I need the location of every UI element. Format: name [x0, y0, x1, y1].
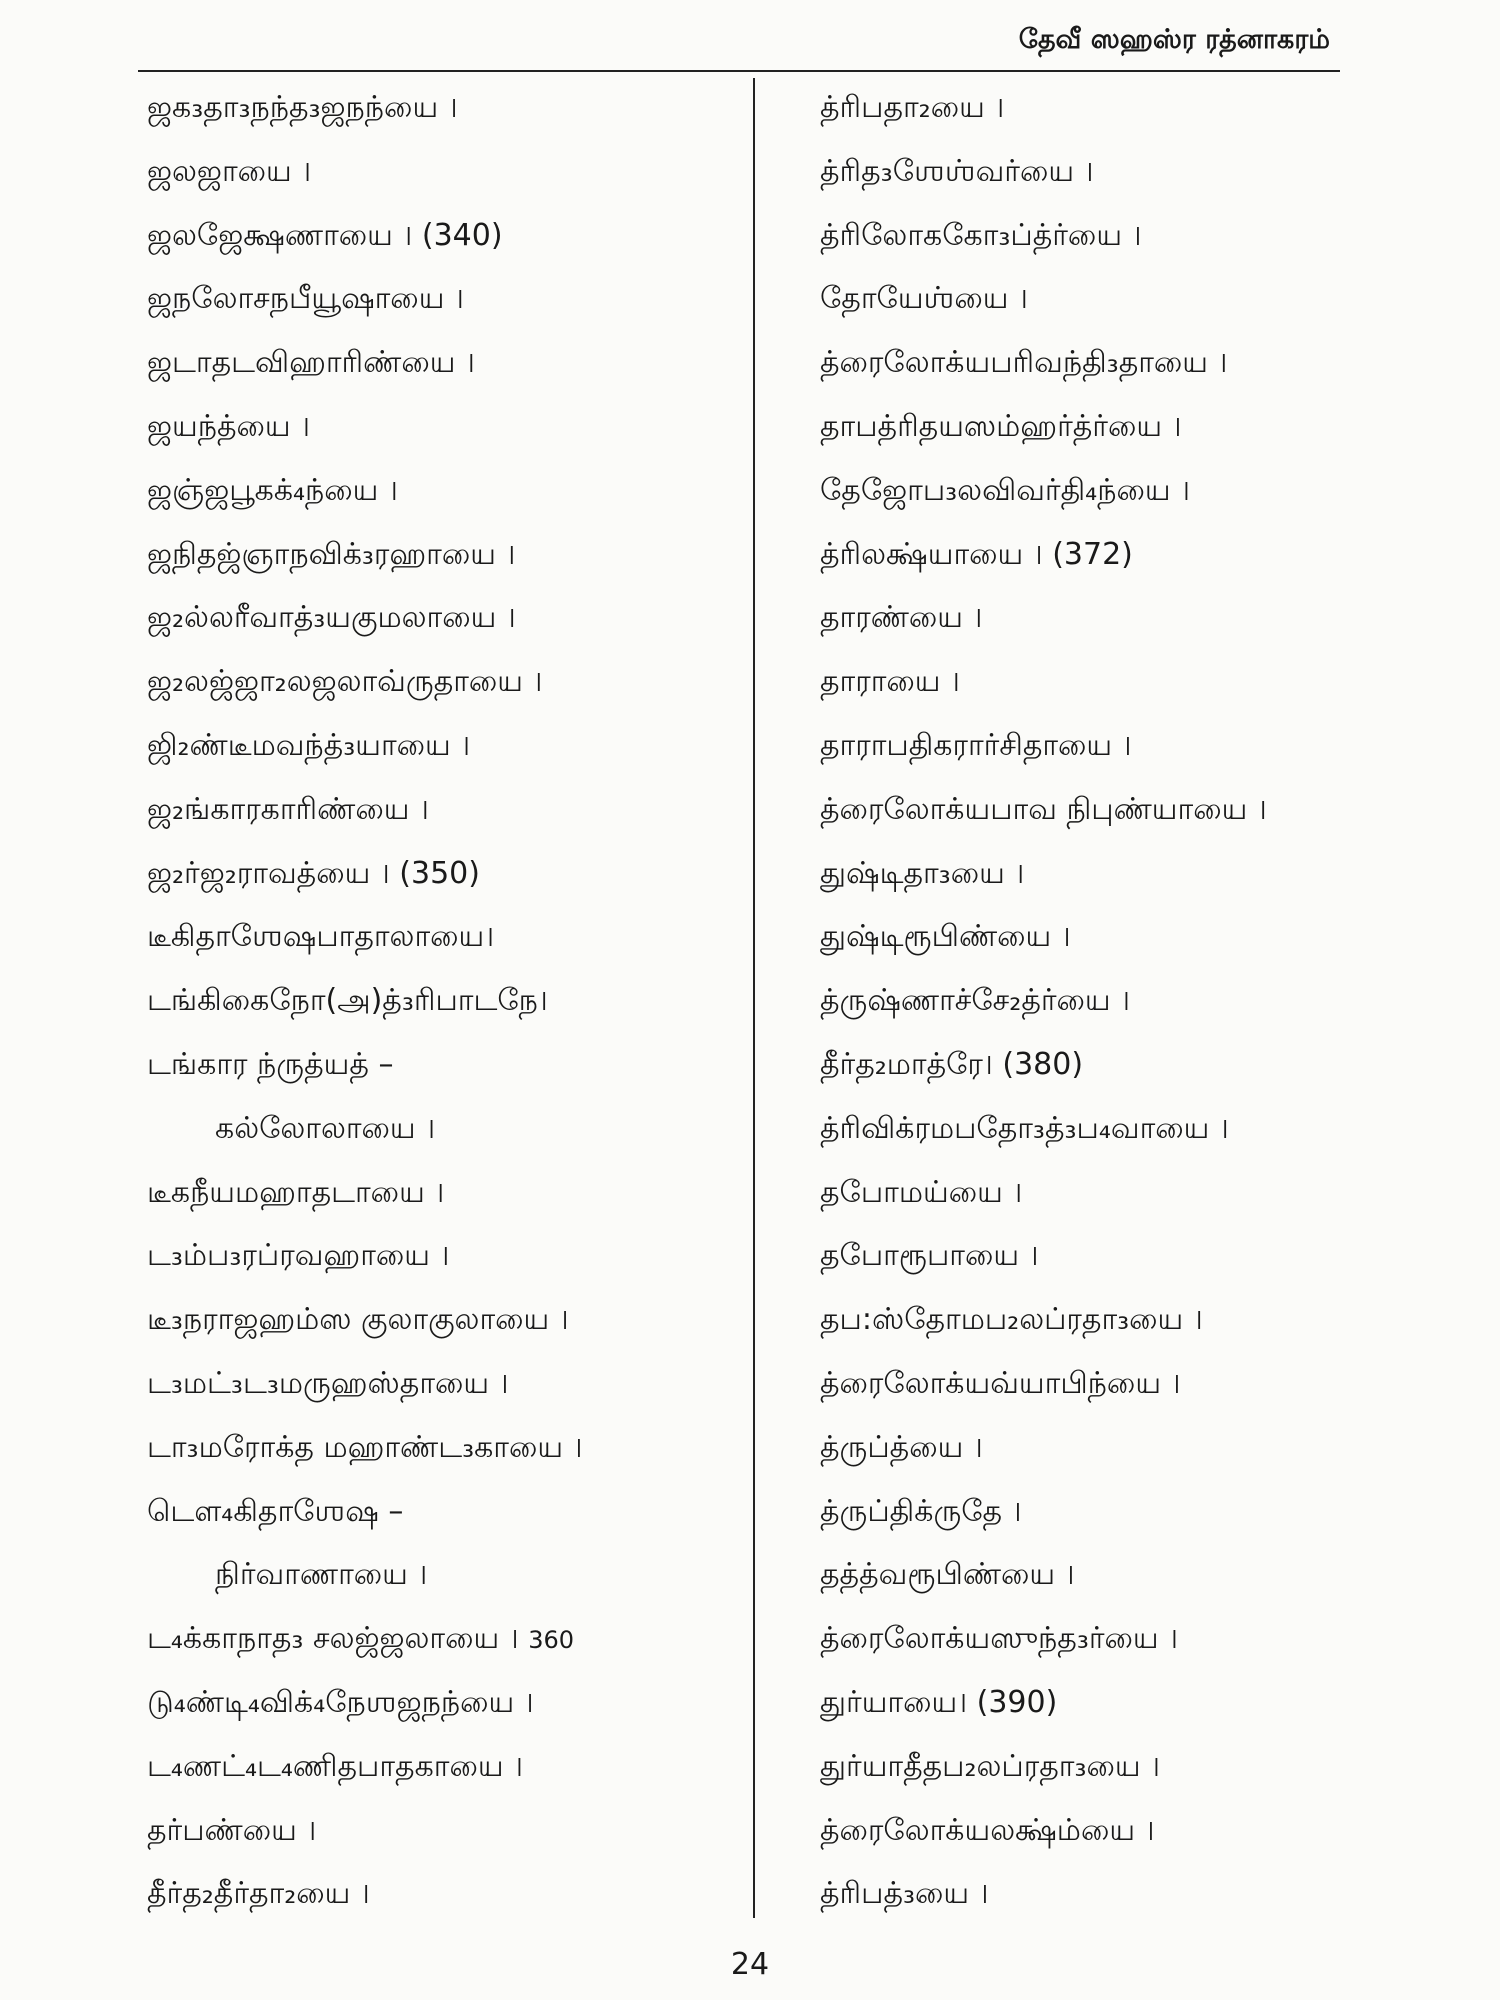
name-text: டீகிதாஶேஷபாதாலாயை। [147, 919, 495, 955]
name-line [147, 1288, 737, 1352]
name-text: த்ரைலோக்யவ்யாபிந்யை । [820, 1365, 1181, 1401]
name-text: துஷ்டிரூபிண்யை । [820, 919, 1071, 955]
name-line [820, 969, 1360, 1033]
name-line [147, 459, 737, 523]
name-text: ட₄க்காநாத₃ சலஜ்ஜலாயை । [147, 1621, 519, 1657]
name-line [820, 1480, 1360, 1544]
name-text: தபோரூபாயை । [820, 1238, 1039, 1274]
name-line [820, 778, 1360, 842]
name-text: ஜஞ்ஜபூகக்₄ந்யை । [147, 472, 398, 508]
name-text: த்ரிலக்ஷ்யாயை । (372) [820, 536, 1133, 572]
name-line [147, 76, 737, 140]
name-text: தீர்த₂மாத்ரே। (380) [820, 1046, 1084, 1082]
name-line [820, 395, 1360, 459]
name-text: தத்த்வரூபிண்யை । [820, 1557, 1075, 1593]
name-line [147, 714, 737, 778]
name-text: ட₃ம்ப₃ரப்ரவஹாயை । [147, 1238, 450, 1274]
name-text: ஜநலோசநபீயூஷாயை । [147, 281, 464, 317]
name-line [147, 140, 737, 204]
name-line [147, 842, 737, 906]
name-line [820, 842, 1360, 906]
name-text: த்ரைலோக்யஸுந்த₃ர்யை । [820, 1621, 1179, 1657]
name-line [147, 395, 737, 459]
name-text: தாராபதிகரார்சிதாயை । [820, 727, 1132, 763]
name-text: த்ரிபத்₃யை । [820, 1876, 989, 1912]
name-text: டங்கார ந்ருத்யத் – [147, 1046, 394, 1082]
name-text: ஜலஜேக்ஷணாயை । (340) [147, 217, 503, 253]
name-line [820, 1416, 1360, 1480]
name-text: த்ரைலோக்யலக்ஷ்ம்யை । [820, 1812, 1155, 1848]
name-line [820, 650, 1360, 714]
left-column [147, 76, 737, 1926]
name-text: ஜலஜாயை । [147, 153, 312, 189]
right-column [820, 76, 1360, 1926]
name-text: டா₃மரோக்த மஹாண்ட₃காயை । [147, 1429, 583, 1465]
name-line [820, 1288, 1360, 1352]
name-line [147, 1799, 737, 1863]
name-line [147, 1352, 737, 1416]
name-text: தாரண்யை । [820, 600, 983, 636]
name-line [147, 1033, 737, 1097]
name-line [820, 1862, 1360, 1926]
verse-number: 360 [528, 1626, 575, 1655]
name-text: தாபத்ரிதயஸம்ஹர்த்ர்யை । [820, 408, 1182, 444]
name-text: ட₄ணட்₄ட₄ணிதபாதகாயை । [147, 1748, 523, 1784]
name-line [147, 1224, 737, 1288]
name-line [147, 1416, 737, 1480]
name-line [147, 204, 737, 268]
name-text: ட₃மட்₃ட₃மருஹஸ்தாயை । [147, 1365, 509, 1401]
name-line [147, 905, 737, 969]
name-line [147, 523, 737, 587]
name-text: ஜடாதடவிஹாரிண்யை । [147, 345, 475, 381]
name-line [147, 586, 737, 650]
name-line [147, 1097, 737, 1161]
name-text: தாராயை । [820, 664, 960, 700]
name-text: த்ரிவிக்ரமபதோ₃த்₃ப₄வாயை । [820, 1110, 1229, 1146]
name-text: ஜயந்த்யை । [147, 408, 311, 444]
name-line [820, 1799, 1360, 1863]
name-line [147, 650, 737, 714]
name-text: ஜ₂லஜ்ஜா₂லஜலாவ்ருதாயை । [147, 664, 543, 700]
name-text: த்ருப்திக்ருதே । [820, 1493, 1022, 1529]
name-text: டீகநீயமஹாதடாயை । [147, 1174, 445, 1210]
name-line [820, 905, 1360, 969]
name-text: துர்யாதீதப₂லப்ரதா₃யை । [820, 1748, 1161, 1784]
page-number: 24 [730, 1947, 770, 1982]
name-line [147, 1543, 737, 1607]
name-line [820, 1033, 1360, 1097]
name-text: கல்லோலாயை । [215, 1110, 436, 1146]
name-text: த்ருஷ்ணாச்சே₂த்ர்யை । [820, 983, 1131, 1019]
name-line [147, 778, 737, 842]
name-line [820, 140, 1360, 204]
name-text: துர்யாயை। (390) [820, 1684, 1058, 1720]
name-text: தீர்த₂தீர்தா₂யை । [147, 1876, 370, 1912]
name-line [147, 331, 737, 395]
name-text: ஜ₂ங்காரகாரிண்யை । [147, 791, 429, 827]
name-text: ஜநிதஜ்ஞாநவிக்₃ரஹாயை । [147, 536, 516, 572]
name-text: த்ரிபதா₂யை । [820, 90, 1005, 125]
name-text: தோயேஶ்யை । [820, 281, 1028, 317]
name-line [820, 586, 1360, 650]
name-text: த்ருப்த்யை । [820, 1429, 983, 1465]
name-line [820, 267, 1360, 331]
name-line [147, 1735, 737, 1799]
name-line [147, 1862, 737, 1926]
name-text: த்ரிலோககோ₃ப்த்ர்யை । [820, 217, 1142, 253]
name-line [820, 76, 1360, 140]
name-text: த்ரைலோக்யபரிவந்தி₃தாயை । [820, 345, 1228, 381]
name-line [820, 204, 1360, 268]
name-line [147, 969, 737, 1033]
name-line [820, 331, 1360, 395]
name-text: தபோமய்யை । [820, 1174, 1023, 1210]
name-text: டு₄ண்டி₄விக்₄நேஶஜநந்யை । [147, 1684, 534, 1720]
name-line [147, 1480, 737, 1544]
header-rule [138, 70, 1340, 72]
name-line [820, 1097, 1360, 1161]
name-line [820, 1352, 1360, 1416]
name-line [147, 1671, 737, 1735]
name-text: தப:ஸ்தோமப₂லப்ரதா₃யை । [820, 1302, 1203, 1338]
name-line [820, 1224, 1360, 1288]
name-text: தேஜோப₃லவிவர்தி₄ந்யை । [820, 472, 1191, 508]
running-header-title: தேவீ ஸஹஸ்ர ரத்னாகரம் [1018, 24, 1330, 55]
name-text: த்ரித₃ஶேஶ்வர்யை । [820, 153, 1094, 189]
name-line [820, 523, 1360, 587]
name-text: டௌ₄கிதாஶேஷ – [147, 1493, 404, 1529]
name-line [820, 1607, 1360, 1671]
name-text: டீ₃நராஜஹம்ஸ குலாகுலாயை । [147, 1302, 569, 1338]
name-text: ஜ₂ர்ஜ₂ராவத்யை । (350) [147, 855, 480, 891]
name-text: ஜக₃தா₃நந்த₃ஜநந்யை । [147, 90, 458, 125]
name-text: ஜ₂ல்லரீவாத்₃யகுமலாயை । [147, 600, 516, 636]
name-text: துஷ்டிதா₃யை । [820, 855, 1025, 891]
name-text: ஜி₂ண்டீமவந்த்₃யாயை । [147, 727, 471, 763]
name-line [820, 459, 1360, 523]
name-line [147, 1607, 737, 1671]
name-line [820, 1543, 1360, 1607]
name-text: டங்கிகைநோ(அ)த்₃ரிபாடநே। [147, 983, 548, 1019]
name-line [820, 1671, 1360, 1735]
name-line [820, 1735, 1360, 1799]
name-line [147, 1161, 737, 1225]
name-text: தர்பண்யை । [147, 1812, 317, 1848]
name-line [147, 267, 737, 331]
name-text: நிர்வாணாயை । [215, 1557, 428, 1593]
name-line [820, 1161, 1360, 1225]
name-text: த்ரைலோக்யபாவ நிபுண்யாயை । [820, 791, 1267, 827]
name-line [820, 714, 1360, 778]
column-divider [753, 78, 755, 1918]
